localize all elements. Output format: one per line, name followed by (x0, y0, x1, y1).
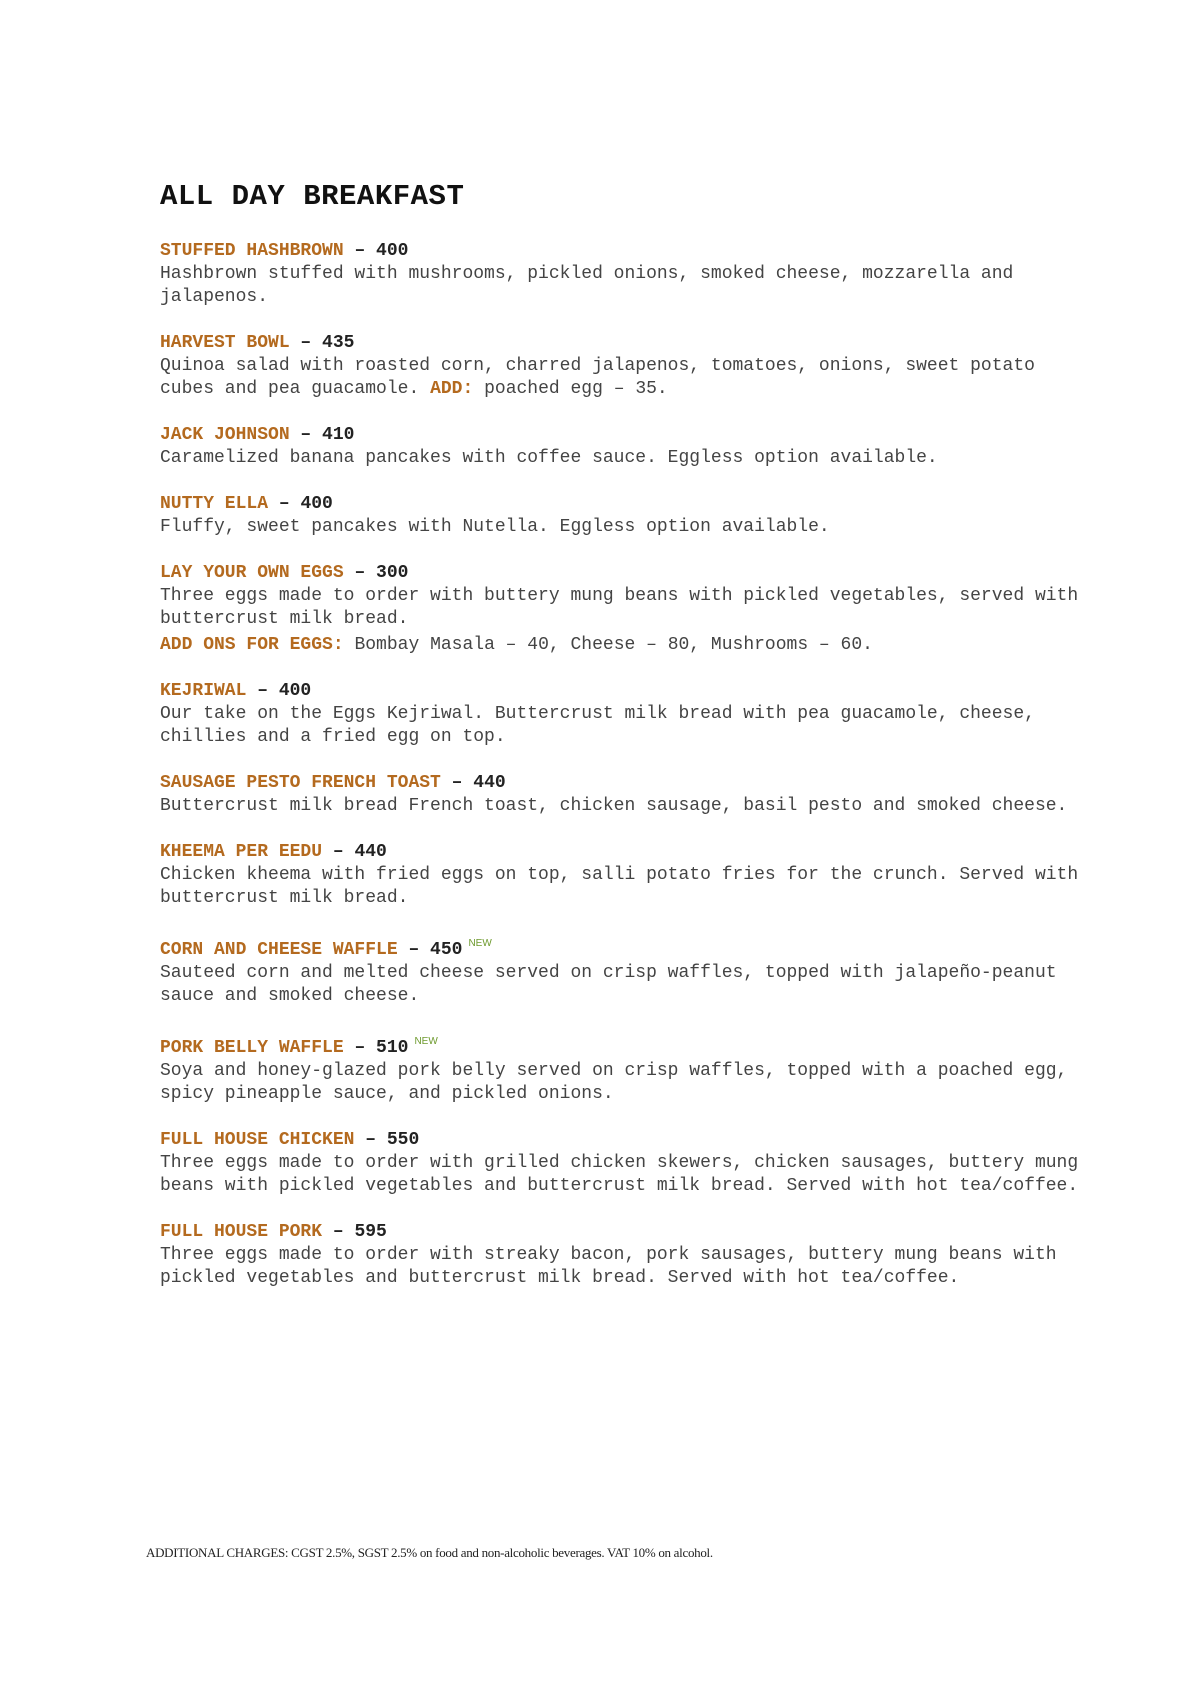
menu-item-price: 595 (354, 1222, 387, 1242)
menu-item-description (160, 355, 1090, 401)
menu-item (160, 771, 1090, 818)
menu-item-header (160, 423, 1090, 447)
menu-item-description (160, 962, 1090, 1008)
menu-item (160, 423, 1090, 470)
menu-item (160, 1030, 1090, 1106)
menu-item-description-text: Three eggs made to order with streaky bacon, pork sausages, buttery mung beans with pickled vegetables and buttercrust milk bread. Served with hot tea/coffee. (160, 1245, 1057, 1288)
menu-item-name: KHEEMA PER EEDU (160, 842, 323, 862)
price-separator: – (322, 1222, 355, 1242)
menu-item-description (160, 263, 1090, 309)
menu-item-header (160, 1030, 1090, 1060)
menu-item-header (160, 932, 1090, 962)
menu-item-price: 440 (354, 842, 387, 862)
menu-item-description-text: Caramelized banana pancakes with coffee sauce. Eggless option available. (160, 448, 938, 468)
price-separator: – (322, 842, 355, 862)
menu-item-header (160, 561, 1090, 585)
menu-item-header (160, 679, 1090, 703)
price-separator: – (343, 563, 377, 583)
menu-item-description-text: Buttercrust milk bread French toast, chicken sausage, basil pesto and smoked cheese. (160, 796, 1068, 816)
menu-item-price: 435 (322, 333, 355, 353)
new-badge: NEW (414, 1036, 438, 1047)
menu-item-name: STUFFED HASHBROWN (160, 241, 344, 261)
menu-item-description (160, 1152, 1090, 1198)
menu-item-name: SAUSAGE PESTO FRENCH TOAST (160, 773, 441, 793)
price-separator: – (397, 940, 431, 960)
menu-item-description-text: Quinoa salad with roasted corn, charred jalapenos, tomatoes, onions, sweet potato cubes and pea guacamole. (160, 356, 1035, 399)
add-option-label: ADD: (430, 379, 474, 399)
menu-item-name: CORN AND CHEESE WAFFLE (160, 940, 398, 960)
menu-item-price: 300 (376, 563, 409, 583)
menu-item-description (160, 516, 1090, 539)
menu-item (160, 239, 1090, 309)
price-separator: – (343, 1038, 377, 1058)
menu-item-description-text: Sauteed corn and melted cheese served on crisp waffles, topped with jalapeño-peanut sauce and smoked cheese. (160, 963, 1057, 1006)
menu-item (160, 561, 1090, 657)
price-separator: – (268, 494, 301, 514)
menu-item-description (160, 864, 1090, 910)
menu-item-description (160, 795, 1090, 818)
menu-item-description-text: Chicken kheema with fried eggs on top, salli potato fries for the crunch. Served with buttercrust milk bread. (160, 865, 1079, 908)
price-separator: – (246, 681, 279, 701)
menu-item-price: 410 (322, 425, 355, 445)
menu-item-name: JACK JOHNSON (160, 425, 290, 445)
menu-item-price: 440 (473, 773, 506, 793)
menu-item-header (160, 771, 1090, 795)
menu-item-header (160, 1220, 1090, 1244)
menu-item-name: PORK BELLY WAFFLE (160, 1038, 344, 1058)
additional-charges-note: ADDITIONAL CHARGES: CGST 2.5%, SGST 2.5% on food and non-alcoholic beverages. VAT 10% on alcohol. (146, 1545, 713, 1560)
menu-item-description-text: Soya and honey-glazed pork belly served on crisp waffles, topped with a poached egg, spicy pineapple sauce, and pickled onions. (160, 1061, 1068, 1104)
menu-item-description (160, 447, 1090, 470)
price-separator: – (289, 425, 323, 445)
menu-item-price: 510 (376, 1038, 409, 1058)
menu-item (160, 679, 1090, 749)
add-option-text: poached egg – 35. (484, 379, 668, 399)
menu-item-header (160, 1128, 1090, 1152)
menu-item-name: FULL HOUSE CHICKEN (160, 1130, 355, 1150)
price-separator: – (354, 1130, 387, 1150)
menu-item-header (160, 331, 1090, 355)
menu-item-list (160, 239, 1090, 1290)
menu-item (160, 840, 1090, 910)
price-separator: – (289, 333, 323, 353)
menu-item-price: 400 (376, 241, 409, 261)
menu-item-description (160, 585, 1090, 631)
price-separator: – (440, 773, 474, 793)
menu-item-description (160, 1060, 1090, 1106)
menu-item (160, 1128, 1090, 1198)
add-ons-line (160, 634, 1090, 657)
menu-item-price: 400 (278, 681, 312, 701)
menu-item (160, 331, 1090, 401)
section-title: ALL DAY BREAKFAST (160, 180, 465, 213)
menu-item-description (160, 703, 1090, 749)
menu-item-header (160, 840, 1090, 864)
menu-item-description-text: Our take on the Eggs Kejriwal. Buttercrust milk bread with pea guacamole, cheese, chillies and a fried egg on top. (160, 704, 1035, 747)
menu-item (160, 932, 1090, 1008)
menu-item-name: FULL HOUSE PORK (160, 1222, 323, 1242)
menu-item-name: LAY YOUR OWN EGGS (160, 563, 344, 583)
add-ons-label: ADD ONS FOR EGGS: (160, 635, 344, 655)
new-badge: NEW (468, 938, 492, 949)
menu-item-description-text: Three eggs made to order with buttery mung beans with pickled vegetables, served with buttercrust milk bread. (160, 586, 1079, 629)
menu-item-name: NUTTY ELLA (160, 494, 269, 514)
menu-item-price: 400 (300, 494, 333, 514)
price-separator: – (343, 241, 377, 261)
menu-item-description (160, 1244, 1090, 1290)
add-ons-text: Bombay Masala – 40, Cheese – 80, Mushrooms – 60. (354, 635, 873, 655)
menu-page (160, 180, 1090, 1312)
menu-item-name: KEJRIWAL (160, 681, 247, 701)
menu-item-price: 450 (430, 940, 463, 960)
menu-item-description-text: Three eggs made to order with grilled chicken skewers, chicken sausages, buttery mung beans with pickled vegetables and buttercrust milk bread. Served with hot tea/coffee. (160, 1153, 1079, 1196)
menu-item (160, 1220, 1090, 1290)
menu-item-price: 550 (386, 1130, 420, 1150)
menu-item (160, 492, 1090, 539)
menu-item-description-text: Fluffy, sweet pancakes with Nutella. Eggless option available. (160, 517, 830, 537)
menu-item-name: HARVEST BOWL (160, 333, 290, 353)
menu-item-header (160, 492, 1090, 516)
menu-item-header (160, 239, 1090, 263)
menu-item-description-text: Hashbrown stuffed with mushrooms, pickled onions, smoked cheese, mozzarella and jalapenos. (160, 264, 1014, 307)
